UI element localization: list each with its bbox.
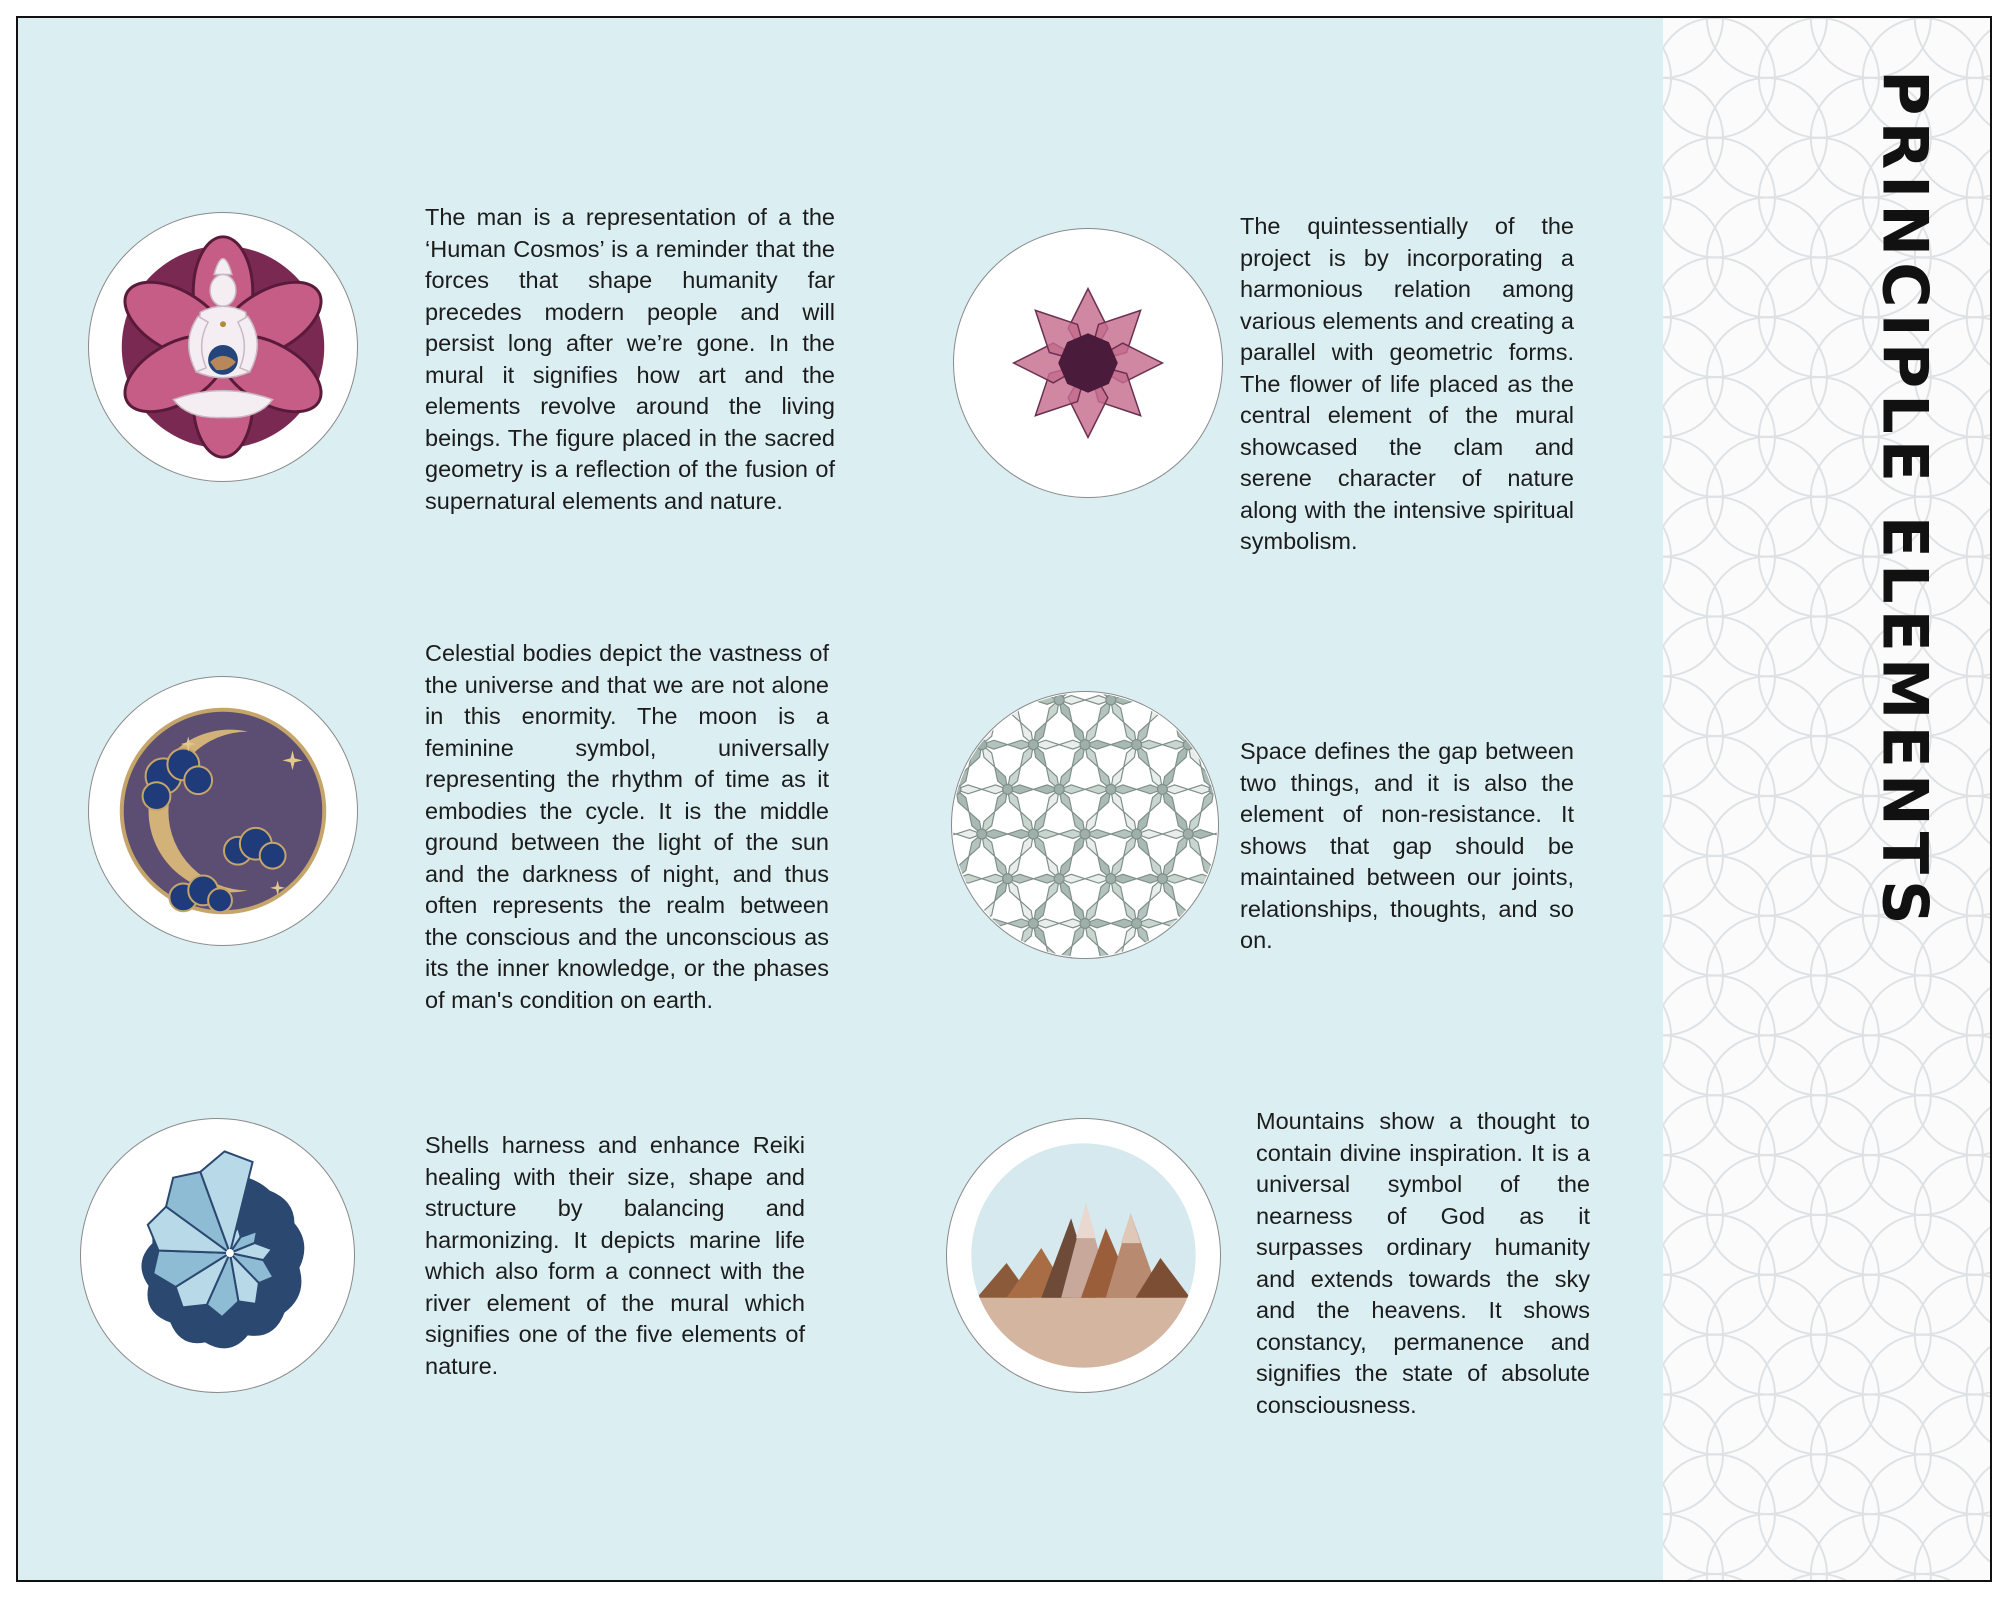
flower-medallion: [953, 228, 1223, 498]
celestial-description: Celestial bodies depict the vastness of the universe and that we are not alone in this enormity. The moon is a feminine symbol, universally representing the rhythm of time as it embodies the cycle. It is the middle ground between the light of the sun and the darkness of night, and thus often represents the realm between the conscious and the unconscious as its the inner knowledge, or the phases of man's condition on earth.: [425, 640, 829, 1013]
flower-of-life-icon: [954, 229, 1222, 497]
moon-clouds-icon: [89, 677, 357, 945]
space-medallion: [951, 691, 1219, 959]
celestial-medallion: [88, 676, 358, 946]
mountains-icon: [947, 1119, 1220, 1392]
page-title: PRINCIPLE ELEMENTS: [1868, 70, 1942, 931]
page-title-wrap: [1855, 70, 1955, 931]
shell-description: Shells harness and enhance Reiki healing with their size, shape and structure by balancing and harmonizing. It depicts marine life which also form a connect with the river element of the mural which signifies one of the five elements of nature.: [425, 1132, 805, 1379]
space-description: Space defines the gap between two things, and it is also the element of non-resistance. It shows that gap should be maintained between our joints, relationships, thoughts, and so on.: [1240, 738, 1574, 953]
mountain-description: Mountains show a thought to contain divine inspiration. It is a universal symbol of the nearness of God as it surpasses ordinary humanity and extends towards the sky and the heavens. It shows constancy, permanence and signifies the state of absolute consciousness.: [1256, 1108, 1590, 1418]
spiral-shell-icon: [81, 1119, 354, 1392]
shell-medallion: [80, 1118, 355, 1393]
flower-description: The quintessentially of the project is by incorporating a harmonious relation among various elements and creating a parallel with geometric forms. The flower of life placed as the central element of the mural showcased the clam and serene character of nature along with the intensive spiritual symbolism.: [1240, 213, 1574, 554]
man-description: The man is a representation of a the ‘Human Cosmos’ is a reminder that the forces that shape humanity far precedes modern people and will persist long after we’re gone. In the mural it signifies how art and the elements revolve around the living beings. The figure placed in the sacred geometry is a reflection of the fusion of supernatural elements and nature.: [425, 204, 835, 514]
star-lattice-icon: [952, 692, 1218, 958]
meditating-man-icon: [89, 213, 357, 481]
man-medallion: [88, 212, 358, 482]
mountain-medallion: [946, 1118, 1221, 1393]
poster-frame: [16, 16, 1992, 1582]
